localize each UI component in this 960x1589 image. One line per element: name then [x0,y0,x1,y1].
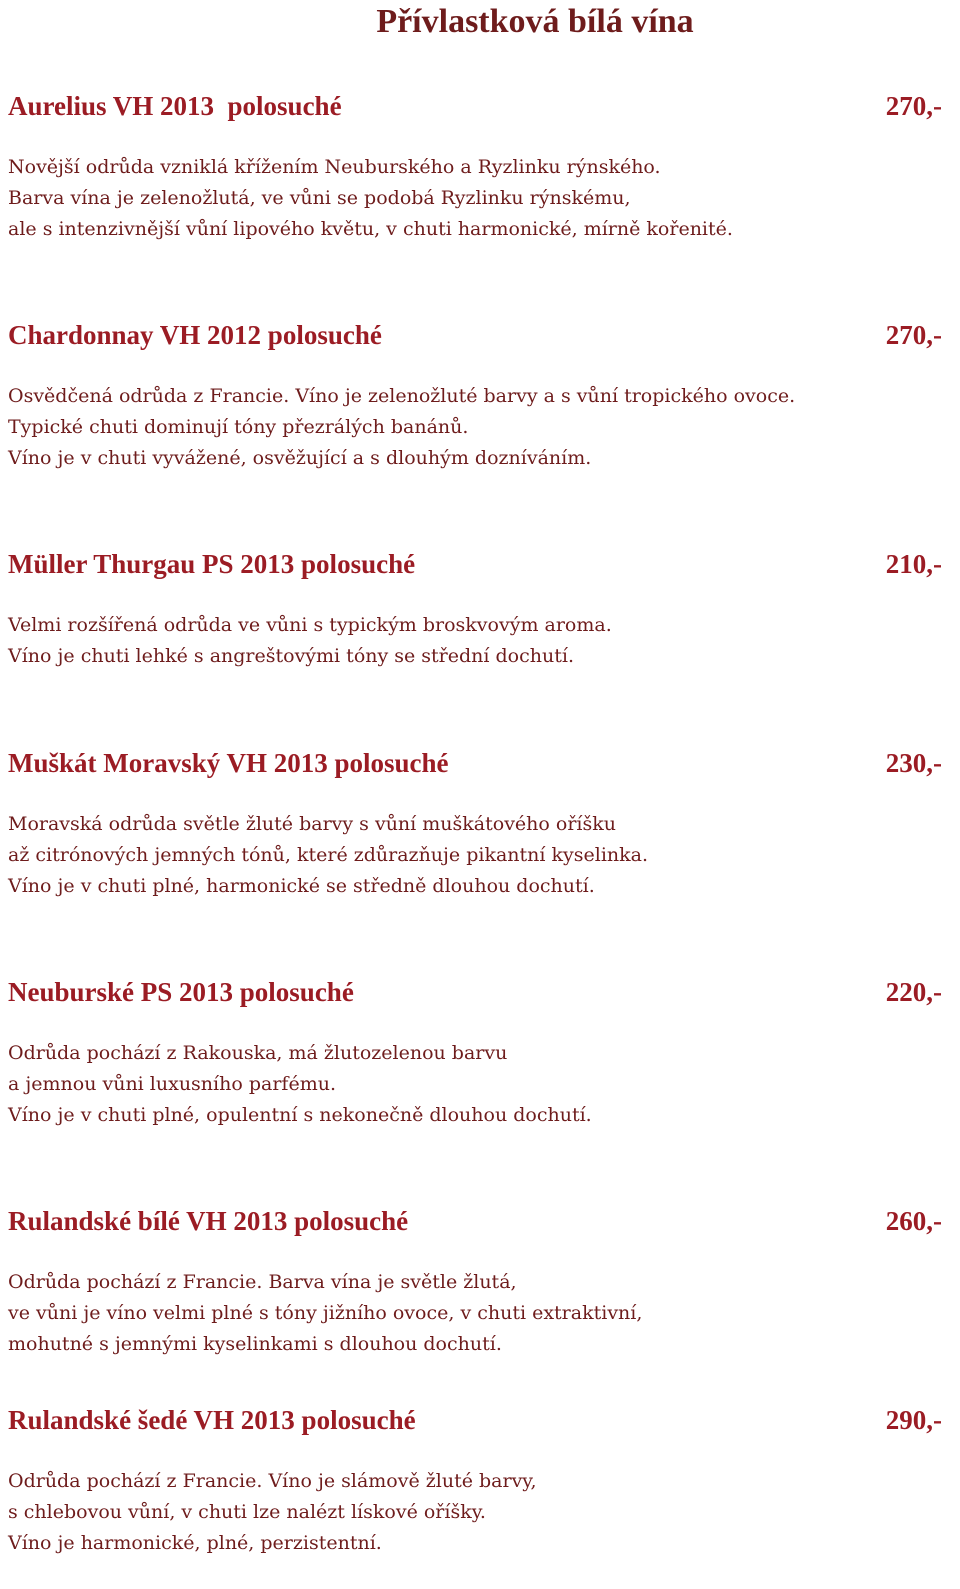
description-line: až citrónových jemných tónů, které zdůrazňuje pikantní kyselinka. [8,844,649,866]
wine-header [8,974,942,1010]
description-line: Víno je v chuti plné, opulentní s nekonečně dlouhou dochutí. [8,1104,592,1126]
wine-description [8,381,942,474]
wine-description [8,1038,942,1131]
description-line: Víno je chuti lehké s angreštovými tóny se střední dochutí. [8,645,574,667]
wine-description [8,1267,942,1360]
wine-header [8,88,942,124]
description-line: Víno je harmonické, plné, perzistentní. [8,1532,382,1554]
wine-header [8,745,942,781]
wine-price: 230,- [885,748,942,778]
wine-price: 270,- [885,320,942,350]
wine-header [8,1203,942,1239]
wine-item [8,317,942,474]
page-title: Přívlastková bílá vína [376,3,694,40]
wine-description [8,152,942,245]
description-line: Velmi rozšířená odrůda ve vůni s typickým broskvovým aroma. [8,614,612,636]
wine-description [8,610,942,672]
wine-name: Muškát Moravský VH 2013 polosuché [8,748,449,778]
description-line: Víno je v chuti vyvážené, osvěžující a s dlouhým dozníváním. [8,447,592,469]
description-line: ale s intenzivnější vůní lipového květu, v chuti harmonické, mírně kořenité. [8,218,733,240]
wine-name: Müller Thurgau PS 2013 polosuché [8,549,416,579]
wine-price: 270,- [885,91,942,121]
wine-item [8,1402,942,1559]
description-line: Odrůda pochází z Francie. Víno je slámově žluté barvy, [8,1470,537,1492]
wine-header [8,546,942,582]
description-line: s chlebovou vůní, v chuti lze nalézt lískové oříšky. [8,1501,486,1523]
description-line: Moravská odrůda světle žluté barvy s vůní muškátového oříšku [8,813,616,835]
wine-description [8,809,942,902]
description-line: Odrůda pochází z Francie. Barva vína je světle žlutá, [8,1271,517,1293]
wine-item [8,1203,942,1360]
description-line: mohutné s jemnými kyselinkami s dlouhou dochutí. [8,1333,502,1355]
wine-header [8,1402,942,1438]
description-line: Odrůda pochází z Rakouska, má žlutozelenou barvu [8,1042,508,1064]
description-line: a jemnou vůni luxusního parfému. [8,1073,336,1095]
wine-item [8,745,942,902]
wine-item [8,88,942,245]
wine-price: 220,- [885,977,942,1007]
description-line: Novější odrůda vzniklá křížením Neuburského a Ryzlinku rýnského. [8,156,661,178]
description-line: ve vůni je víno velmi plné s tóny jižního ovoce, v chuti extraktivní, [8,1302,643,1324]
description-line: Víno je v chuti plné, harmonické se středně dlouhou dochutí. [8,875,595,897]
wine-name: Neuburské PS 2013 polosuché [8,977,354,1007]
wine-price: 290,- [885,1405,942,1435]
wine-header [8,317,942,353]
wine-description [8,1466,942,1559]
wine-name: Chardonnay VH 2012 polosuché [8,320,382,350]
wine-item [8,974,942,1131]
wine-name: Aurelius VH 2013 polosuché [8,91,342,121]
wine-price: 210,- [885,549,942,579]
wine-name: Rulandské šedé VH 2013 polosuché [8,1405,416,1435]
description-line: Barva vína je zelenožlutá, ve vůni se podobá Ryzlinku rýnskému, [8,187,631,209]
description-line: Osvědčená odrůda z Francie. Víno je zelenožluté barvy a s vůní tropického ovoce. [8,385,796,407]
description-line: Typické chuti dominují tóny přezrálých banánů. [8,416,469,438]
wine-item [8,546,942,672]
wine-name: Rulandské bílé VH 2013 polosuché [8,1206,409,1236]
wine-price: 260,- [885,1206,942,1236]
